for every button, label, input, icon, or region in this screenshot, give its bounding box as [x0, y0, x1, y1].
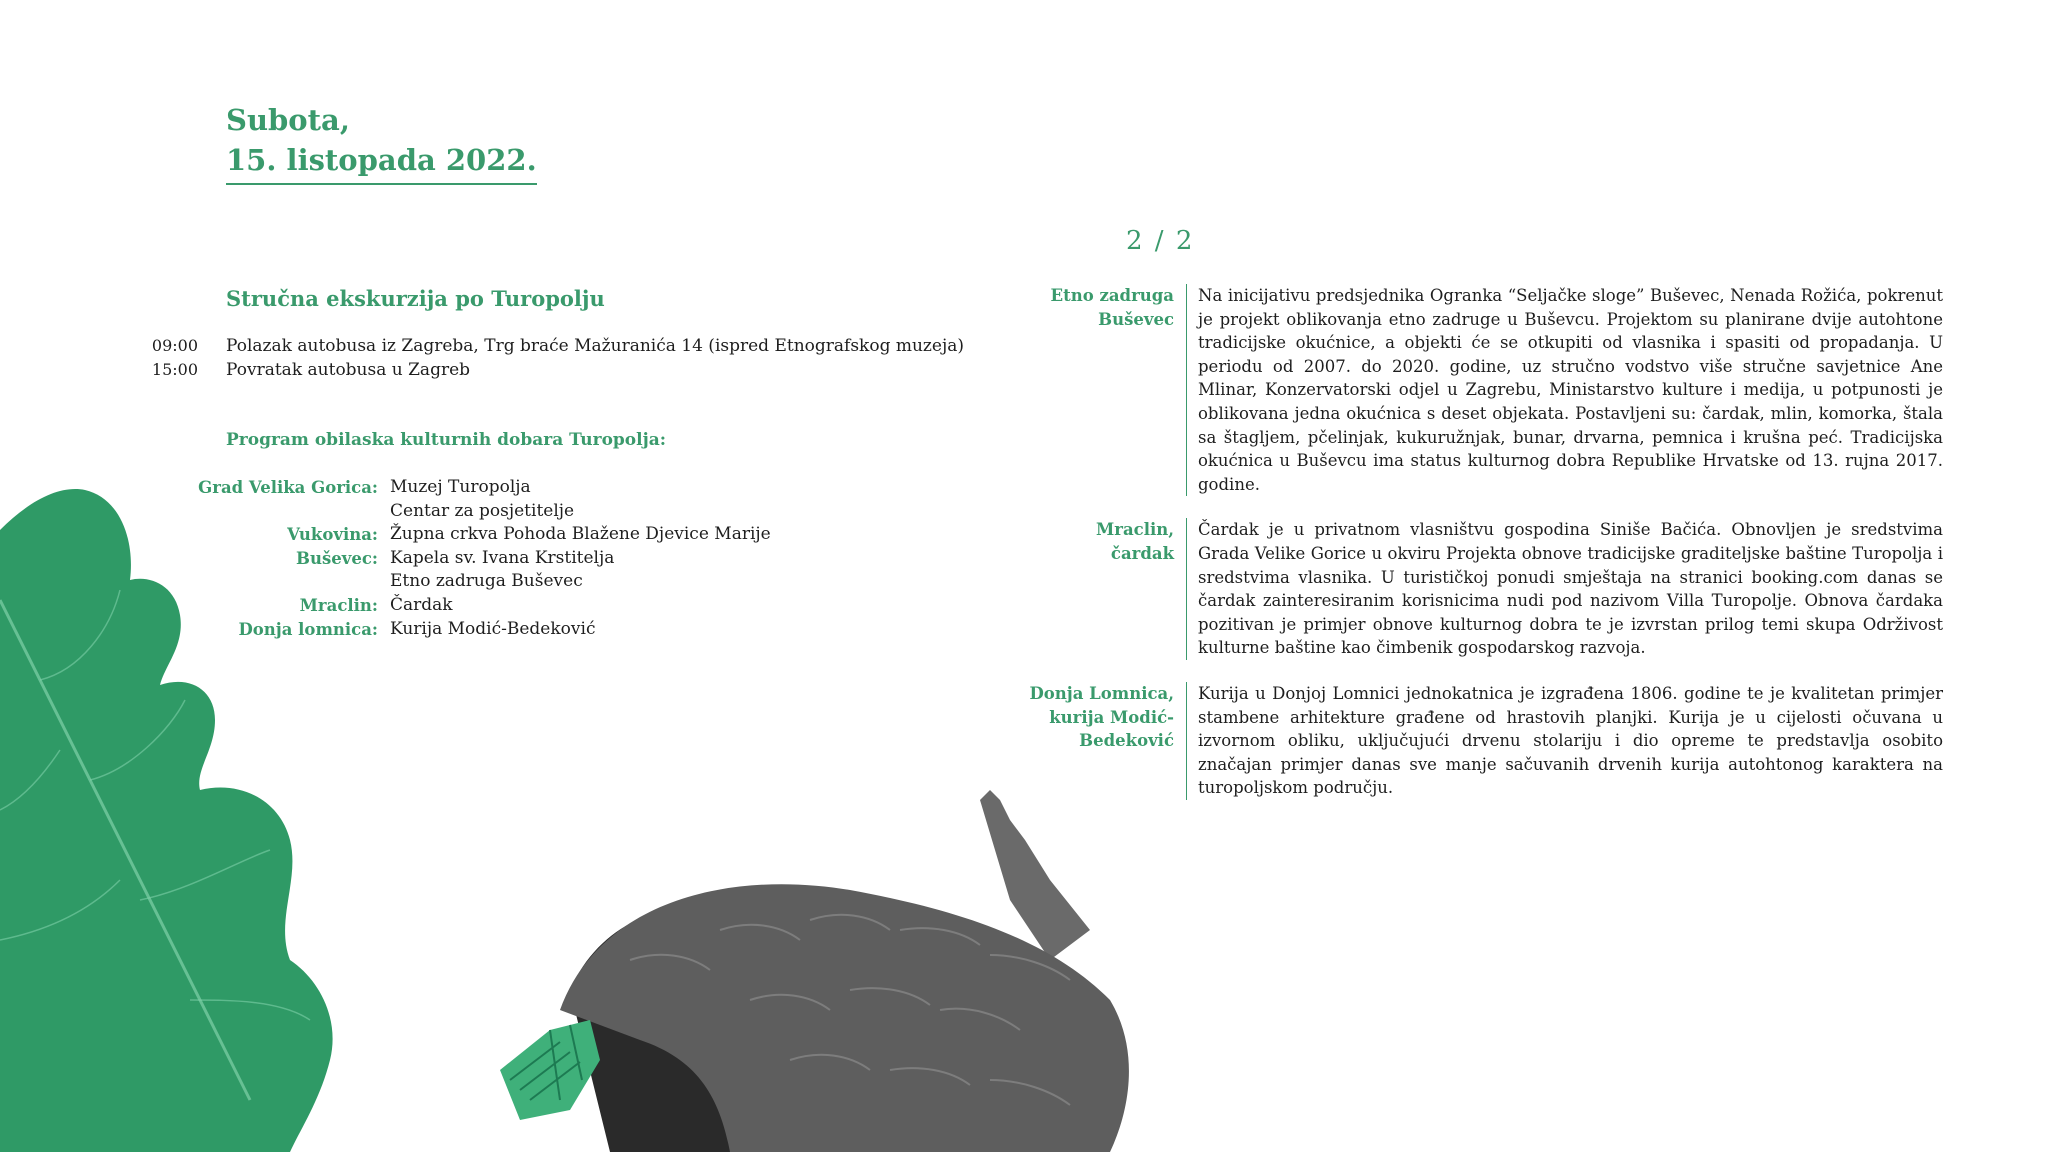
program-place: Donja lomnica: [238, 619, 378, 639]
descriptions [960, 284, 1950, 822]
program-item: Kapela sv. Ivana Krstitelja [390, 547, 615, 568]
label-line: Buševec [1098, 309, 1174, 329]
acorn-illustration-icon [490, 780, 1150, 1152]
title-day: Subota, [226, 103, 350, 137]
schedule-time: 15:00 [151, 360, 198, 379]
program-item: Muzej Turopolja [390, 477, 531, 497]
schedule-list [140, 334, 964, 382]
label-line: Donja Lomnica, [1029, 683, 1174, 703]
description-text: Kurija u Donjoj Lomnici jednokatnica je izgrađena 1806. godine te je kvalitetan primjer stambene arhitekture građene od hrastovih planjki. Kurija je u cijelosti očuvana u izvornom obliku, uključujući drvenu stolariju i dio opreme te predstavlja osobito značajan primjer danas sve manje sačuvanih drvenih kurija autohtonog karaktera na turopoljskom području. [1186, 682, 1943, 800]
schedule-row [140, 358, 964, 382]
program-place: Vukovina: [287, 525, 378, 545]
program-item: Centar za posjetitelje [390, 500, 575, 521]
oak-leaf-icon [0, 480, 380, 1152]
schedule-text: Povratak autobusa u Zagreb [226, 360, 471, 380]
schedule-time: 09:00 [151, 336, 198, 355]
wooden-house-icon [500, 1020, 600, 1120]
label-line: čardak [1110, 543, 1174, 563]
schedule-row [140, 334, 964, 358]
program-item: Čardak [390, 594, 453, 615]
description-entry [960, 284, 1950, 496]
description-label [960, 518, 1186, 660]
description-text: Na inicijativu predsjednika Ogranka “Seljačke sloge” Buševec, Nenada Rožića, pokrenut je projekt oblikovanja etno zadruge u Buševcu. Projektom su planirane dvije autohtone tradicijske okućnice, a objekti će se otkupiti od vlasnika i spasiti od propadanja. U periodu od 2007. do 2020. godine, uz stručno vodstvo više stručne savjetnice Ane Mlinar, Konzervatorski odjel u Zagrebu, Ministarstvo kulture i medija, u potpunosti je oblikovana jedna okućnica s deset objekata. Postavljeni su: čardak, mlin, komorka, štala sa štagljem, pčelinjak, kukuružnjak, bunar, drvarna, pemnica i krušna peć. Tradicijska okućnica u Buševcu ima status kulturnog dobra Republike Hrvatske od 13. rujna 2017. godine. [1186, 284, 1943, 496]
program-place: Buševec: [296, 548, 378, 568]
description-text: Čardak je u privatnom vlasništvu gospodina Siniše Bačića. Obnovljen je sredstvima Grada Velike Gorice u okviru Projekta obnove tradicijske graditeljske baštine Turopolja i sredstvima vlasnika. U turističkoj ponudi smještaja na stranici booking.com danas se čardak zainteresiranim korisnicima nudi pod nazivom Villa Turopolje. Obnova čardaka pozitivan je primjer obnove kulturnog dobra te je izvrstan prilog temi skupa Održivost kulturne baštine kao čimbenik gospodarskog razvoja. [1186, 518, 1943, 660]
schedule-text: Polazak autobusa iz Zagreba, Trg braće Mažuranića 14 (ispred Etnografskog muzeja) [226, 336, 964, 356]
program-place: Grad Velika Gorica: [198, 478, 378, 497]
excursion-title: Stručna ekskurzija po Turopolju [226, 286, 605, 311]
page-indicator: 2 / 2 [1126, 226, 1195, 256]
program-title: Program obilaska kulturnih dobara Turopolja: [226, 430, 667, 450]
label-line: Mraclin, [1096, 520, 1174, 540]
program-item: Etno zadruga Buševec [390, 571, 583, 592]
label-line: kurija Modić-Bedeković [1049, 707, 1174, 751]
program-item: Kurija Modić-Bedeković [390, 618, 596, 639]
label-line: Etno zadruga [1050, 286, 1174, 305]
page-title [226, 100, 537, 185]
description-entry [960, 518, 1950, 660]
program-item: Župna crkva Pohoda Blažene Djevice Marije [390, 524, 771, 545]
program-place: Mraclin: [299, 595, 378, 615]
title-date: 15. listopada 2022. [226, 143, 537, 177]
description-label [960, 284, 1186, 496]
